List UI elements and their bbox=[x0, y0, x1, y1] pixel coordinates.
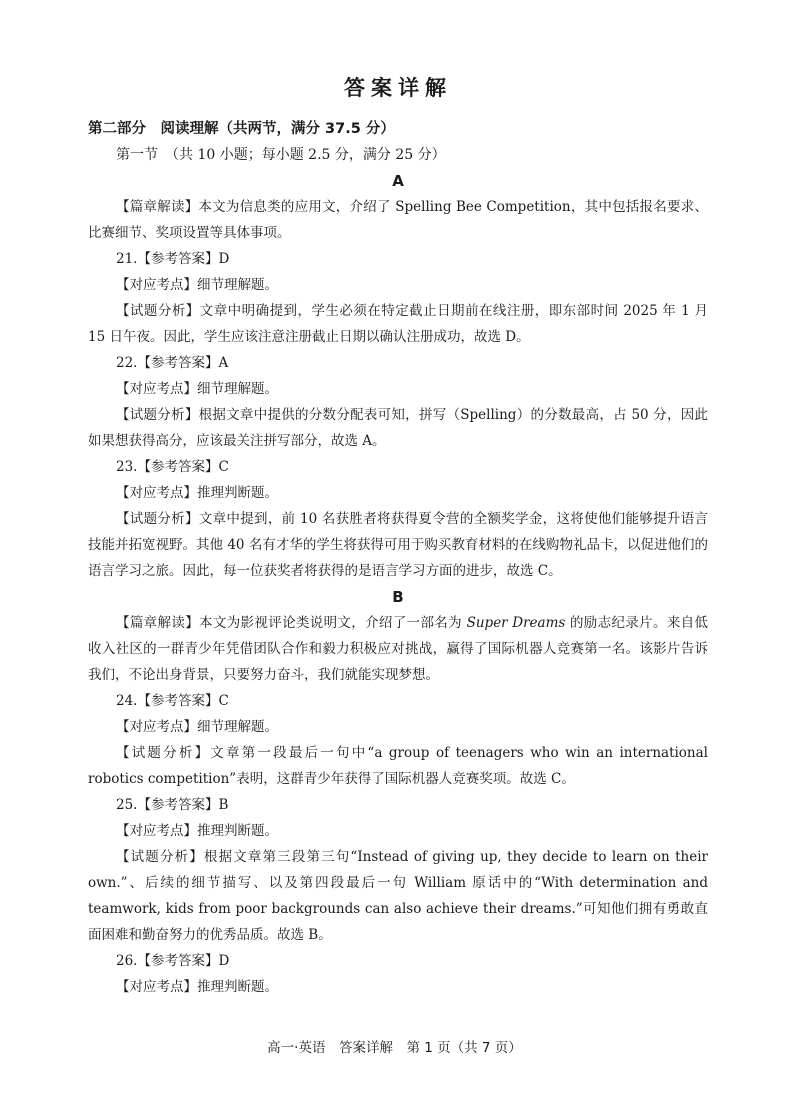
q21-answer: 21.【参考答案】D bbox=[116, 251, 230, 267]
answer-document bbox=[88, 72, 708, 1000]
q21-analysis: 【试题分析】文章中明确提到，学生必须在特定截止日期前在线注册，即东部时间 2025 年 1 月 15 日午夜。因此，学生应该注意注册截止日期以确认注册成功，故选 D。 bbox=[88, 303, 708, 345]
passage-b-intro-after: 的励志纪录片。来自低收入社区的一群青少年凭借团队合作和毅力积极应对挑战，赢得了国际机器人竞赛第一名。该影片告诉我们，不论出身背景，只要努力奋斗，我们就能实现梦想。 bbox=[88, 615, 708, 683]
passage-b-intro bbox=[88, 610, 708, 688]
page-title: 答案详解 bbox=[344, 76, 452, 100]
q26-point: 【对应考点】推理判断题。 bbox=[116, 979, 278, 995]
q24-answer: 24.【参考答案】C bbox=[116, 693, 229, 709]
q26-answer: 26.【参考答案】D bbox=[116, 953, 230, 969]
q23-point: 【对应考点】推理判断题。 bbox=[116, 485, 278, 501]
q22-answer: 22.【参考答案】A bbox=[116, 355, 229, 371]
q25-answer: 25.【参考答案】B bbox=[116, 797, 229, 813]
q22-point: 【对应考点】细节理解题。 bbox=[116, 381, 278, 397]
page-footer: 高一·英语 答案详解 第 1 页（共 7 页） bbox=[267, 1040, 522, 1056]
passage-a-letter: A bbox=[392, 172, 404, 190]
q23-analysis: 【试题分析】文章中提到，前 10 名获胜者将获得夏令营的全额奖学金，这将使他们能够提升语言技能并拓宽视野。其他 40 名有才华的学生将获得可用于购买教育材料的在线购物礼品卡，以促进他们的语言学习之旅。因此，每一位获奖者将获得的是语言学习方面的进步，故选 C。 bbox=[88, 511, 708, 579]
q25-point: 【对应考点】推理判断题。 bbox=[116, 823, 278, 839]
section-title: 第一节 （共 10 小题；每小题 2.5 分，满分 25 分） bbox=[116, 147, 446, 163]
q21-point: 【对应考点】细节理解题。 bbox=[116, 277, 278, 293]
passage-b-letter: B bbox=[392, 588, 404, 606]
q25-analysis: 【试题分析】根据文章第三段第三句“Instead of giving up, they decide to learn on their own.”、后续的细节描写、以及第四段最后一句 William 原话中的“With determination and teamwork, kids from poor backgrounds can also achieve their dreams.”可知他们拥有勇敢直面困难和勤奋努力的优秀品质。故选 B。 bbox=[88, 849, 708, 943]
q22-analysis: 【试题分析】根据文章中提供的分数分配表可知，拼写（Spelling）的分数最高，占 50 分，因此如果想获得高分，应该最关注拼写部分，故选 A。 bbox=[88, 407, 708, 449]
passage-b-intro-before: 【篇章解读】本文为影视评论类说明文，介绍了一部名为 bbox=[116, 615, 467, 631]
q24-analysis: 【试题分析】文章第一段最后一句中“a group of teenagers who win an international robotics competition”表明，这群青少年获得了国际机器人竞赛奖项。故选 C。 bbox=[88, 745, 708, 787]
q24-point: 【对应考点】细节理解题。 bbox=[116, 719, 278, 735]
part-title: 第二部分 阅读理解（共两节，满分 37.5 分） bbox=[88, 121, 395, 137]
film-title: Super Dreams bbox=[466, 615, 566, 631]
passage-a-intro: 【篇章解读】本文为信息类的应用文，介绍了 Spelling Bee Competition，其中包括报名要求、比赛细节、奖项设置等具体事项。 bbox=[88, 199, 708, 241]
q23-answer: 23.【参考答案】C bbox=[116, 459, 229, 475]
